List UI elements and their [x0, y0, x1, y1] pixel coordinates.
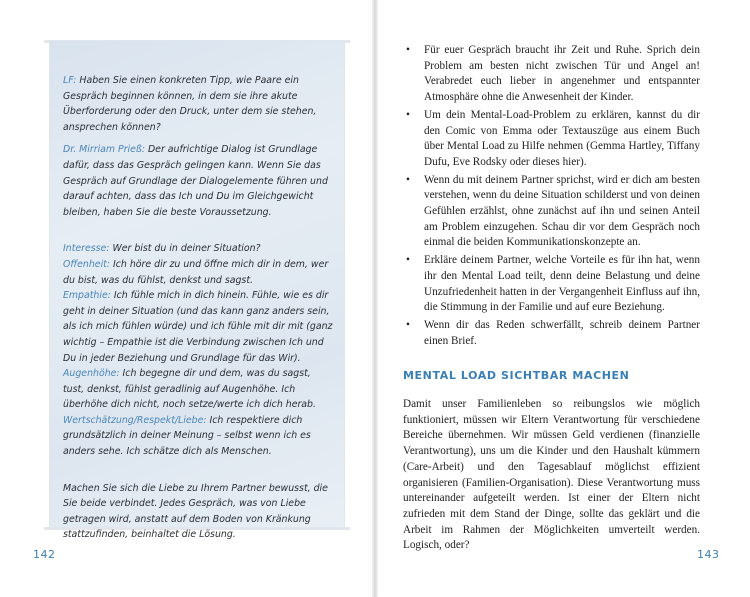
dialog-element-interesse: Interesse: Wer bist du in deiner Situation?: [63, 243, 261, 255]
bullet-icon: •: [406, 318, 410, 331]
bullet-icon: •: [406, 44, 410, 56]
bullet-icon: •: [406, 173, 410, 186]
page-number-right: 143: [697, 548, 720, 561]
list-item: • Wenn dir das Reden schwerfällt, schreib deinem Partner einen Brief.: [406, 318, 700, 347]
dialog-element-offenheit: Offenheit: Ich höre dir zu und öffne mich dir in dem, wer du bist, was du fühlst, denkst und sagst.: [63, 258, 329, 286]
interview-closing: Machen Sie sich die Liebe zu Ihrem Partner bewusst, die Sie beide verbindet. Jedes Gespräch, was von Liebe getragen wird, anstatt auf dem Boden von Kränkung stattzufinden, beinhaltet die Lösung.: [63, 482, 328, 541]
page-number-left: 142: [33, 548, 56, 561]
bullet-icon: •: [406, 254, 410, 267]
body-paragraph: Damit unser Familienleben so reibungslos wie möglich funktioniert, müssen wir Eltern Verantwortung für verschiedene Bereiche übernehmen. Wir müssen Geld verdienen (finanzielle Verantwortung), uns um die Kinder und den Haushalt kümmern (Care-Arbeit) und den Tagesablauf möglichst effizient organisieren (Familien-Organisation). Diese Verantwortung muss untereinander aufgeteilt werden. Ist einer der Eltern nicht zufrieden mit dem Stand der Dinge, sollte das geklärt und die Arbeit im Rahmen der Möglichkeiten umverteilt werden. Logisch, oder?: [403, 398, 700, 552]
list-item: • Um dein Mental-Load-Problem zu erklären, kannst du dir den Comic von Emma oder Textauszüge aus einem Buch über Mental Load zu Hilfe nehmen (Gemma Hartley, Tiffany Dufu, Eve Rodsky oder dieses hier).: [406, 108, 700, 168]
dialog-element-augenhoehe: Augenhöhe: Ich begegne dir und dem, was du sagst, tust, denkst, fühlst geradlinig auf Augenhöhe. Ich überhöhe dich nicht, noch setze/werte ich dich herab.: [63, 368, 316, 411]
interview-question: LF: Haben Sie einen konkreten Tipp, wie Paare ein Gespräch beginnen können, in dem sie ihre akute Überforderung oder den Druck, unter dem sie stehen, ansprechen können?: [63, 75, 317, 133]
list-item: • Wenn du mit deinem Partner sprichst, wird er dich am besten verstehen, wenn du deine Situation schilderst und von deinen Gefühlen erzählst, ohne zunächst auf ihn und seinen Anteil am Problem einzugehen. Schau dir vor dem Gespräch noch einmal die beiden Kommunikationskonzepte an.: [406, 173, 700, 249]
dialog-element-empathie: Empathie: Ich fühle mich in dich hinein. Fühle, wie es dir geht in deiner Situation (und das kann ganz anders sein, als ich mich fühlen würde) und ich fühle mit dir mit (ganz wichtig – Empathie ist die Verbindung zwischen Ich und Du in jeder Beziehung und Grundlage für das Wir).: [63, 290, 333, 364]
section-heading: MENTAL LOAD SICHTBAR MACHEN: [403, 369, 630, 382]
book-gutter: [372, 0, 378, 597]
list-item: • Erkläre deinem Partner, welche Vorteile es für ihn hat, wenn ihr den Mental Load teilt, denn deine Belastung und deine Unzufriedenheit hatten in der Vergangenheit Einfluss auf ihn, die Stimmung in der Familie und auf eure Beziehung.: [406, 254, 700, 314]
dialog-element-wertschaetzung: Wertschätzung/Respekt/Liebe: Ich respektiere dich grundsätzlich in deiner Meinung – selbst wenn ich es anders sehe. Ich schätze dich als Menschen.: [63, 414, 311, 458]
bullet-icon: •: [406, 108, 410, 121]
interview-answer: Dr. Mirriam Prieß: Der aufrichtige Dialog ist Grundlage dafür, dass das Gespräch gelingen kann. Wenn Sie das Gespräch auf Grundlage der Dialogelemente führen und darauf achten, dass das Ich und Du im Gleichgewicht bleiben, haben Sie die beste Voraussetzung.: [63, 144, 328, 218]
list-item: • Für euer Gespräch braucht ihr Zeit und Ruhe. Sprich dein Problem am besten nicht zwischen Tür und Angel an! Verabredet euch lieber in angenehmer und entspannter Atmosphäre ohne die Anwesenheit der Kinder.: [406, 44, 700, 104]
tips-list: [403, 43, 700, 351]
interview-text: [63, 73, 333, 543]
